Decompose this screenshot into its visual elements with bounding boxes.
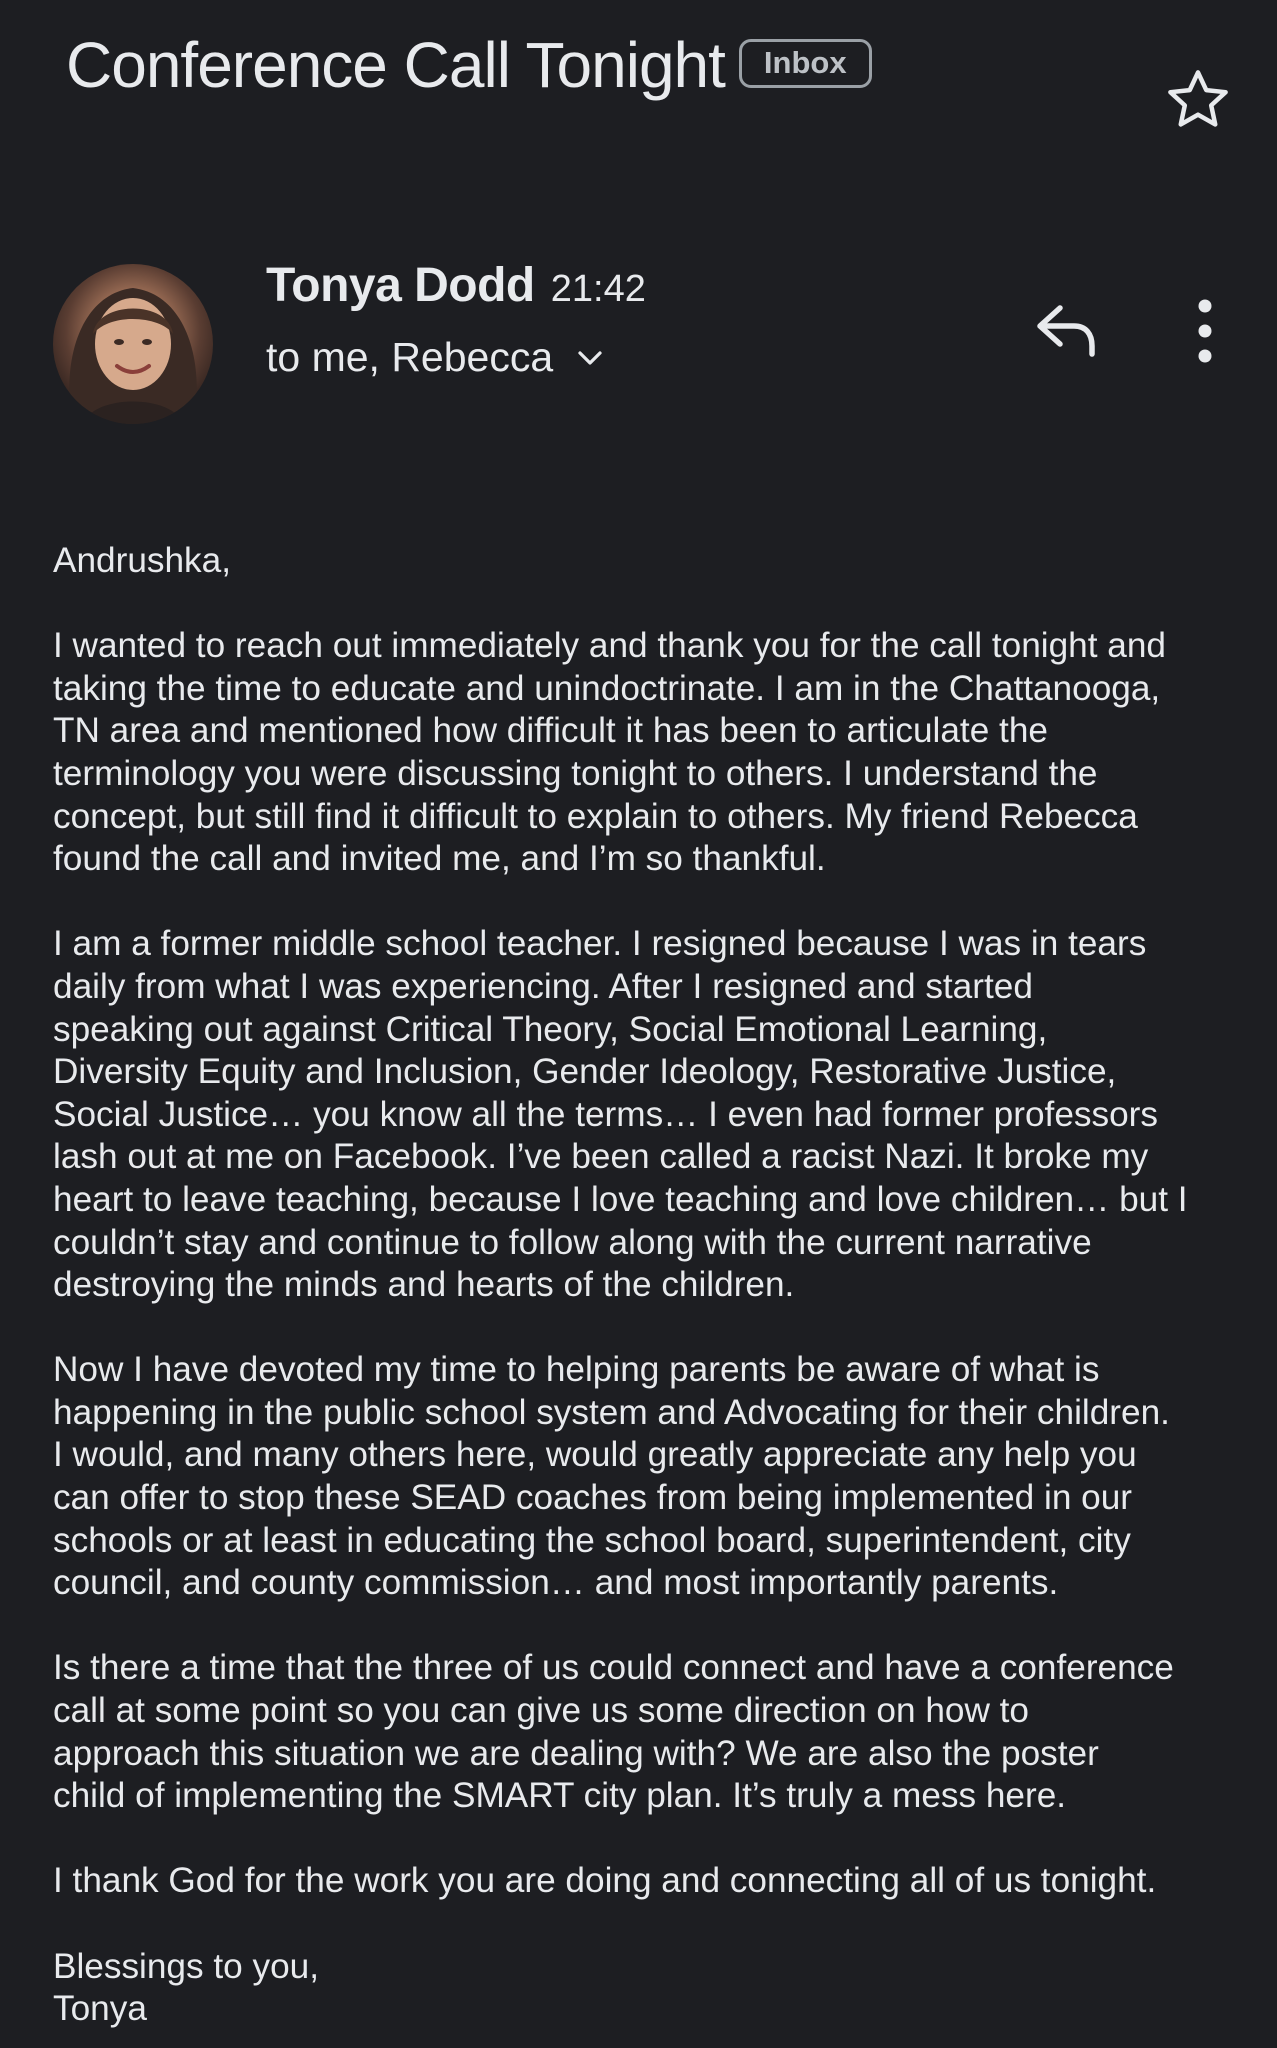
body-paragraph-1	[53, 625, 1253, 881]
body-line: destroying the minds and hearts of the children.	[53, 1265, 795, 1305]
chevron-down-icon	[575, 343, 605, 373]
star-icon[interactable]	[1162, 64, 1234, 136]
body-line: approach this situation we are dealing with? We are also the poster	[53, 1733, 1099, 1773]
body-line: Is there a time that the three of us could connect and have a conference	[53, 1648, 1174, 1688]
body-line: taking the time to educate and unindoctrinate. I am in the Chattanooga,	[53, 668, 1161, 708]
body-line: schools or at least in educating the school board, superintendent, city	[53, 1520, 1131, 1560]
email-subject: Conference Call Tonight	[66, 29, 725, 101]
body-line: couldn’t stay and continue to follow along with the current narrative	[53, 1222, 1092, 1262]
body-line: speaking out against Critical Theory, Social Emotional Learning,	[53, 1009, 1048, 1049]
body-line: Social Justice… you know all the terms… I even had former professors	[53, 1094, 1158, 1134]
body-line: can offer to stop these SEAD coaches from being implemented in our	[53, 1478, 1133, 1518]
sign-off	[53, 1946, 1253, 2031]
reply-icon[interactable]	[1030, 300, 1100, 360]
body-line: call at some point so you can give us some direction on how to	[53, 1691, 1030, 1731]
body-line: lash out at me on Facebook. I’ve been called a racist Nazi. It broke my	[53, 1137, 1149, 1177]
body-line: TN area and mentioned how difficult it has been to articulate the	[53, 711, 1048, 751]
avatar-photo-icon	[53, 264, 213, 424]
sent-time: 21:42	[550, 268, 646, 310]
body-line: concept, but still find it difficult to explain to others. My friend Rebecca	[53, 796, 1138, 836]
more-vert-icon[interactable]	[1188, 296, 1222, 366]
email-body	[53, 540, 1253, 2031]
recipients-text: to me, Rebecca	[266, 334, 554, 380]
body-line: terminology you were discussing tonight to others. I understand the	[53, 753, 1098, 793]
inbox-label-chip[interactable]: Inbox	[739, 39, 872, 88]
body-paragraph-4	[53, 1647, 1253, 1817]
body-line: council, and county commission… and most importantly parents.	[53, 1563, 1059, 1603]
recipients-toggle[interactable]	[266, 334, 605, 381]
body-line: I wanted to reach out immediately and thank you for the call tonight and	[53, 626, 1166, 666]
body-line: happening in the public school system and Advocating for their children.	[53, 1392, 1170, 1432]
body-line: Diversity Equity and Inclusion, Gender Ideology, Restorative Justice,	[53, 1052, 1117, 1092]
greeting: Andrushka,	[53, 541, 231, 580]
sender-name: Tonya Dodd	[266, 259, 535, 312]
body-paragraph-3	[53, 1349, 1253, 1605]
signature: Tonya	[53, 1989, 147, 2029]
body-line: found the call and invited me, and I’m so thankful.	[53, 839, 826, 879]
body-line: I would, and many others here, would greatly appreciate any help you	[53, 1435, 1137, 1475]
email-subject-row	[66, 24, 872, 106]
body-line: child of implementing the SMART city plan. It’s truly a mess here.	[53, 1776, 1067, 1816]
body-paragraph-2	[53, 923, 1253, 1306]
sender-line	[266, 258, 646, 313]
body-line: Now I have devoted my time to helping parents be aware of what is	[53, 1350, 1100, 1390]
closing: Blessings to you,	[53, 1946, 320, 1986]
sender-avatar[interactable]	[53, 264, 213, 424]
body-line: heart to leave teaching, because I love teaching and love children… but I	[53, 1179, 1188, 1219]
body-line: daily from what I was experiencing. After I resigned and started	[53, 966, 1033, 1006]
body-paragraph-5: I thank God for the work you are doing and connecting all of us tonight.	[53, 1861, 1157, 1901]
body-line: I am a former middle school teacher. I resigned because I was in tears	[53, 924, 1147, 964]
